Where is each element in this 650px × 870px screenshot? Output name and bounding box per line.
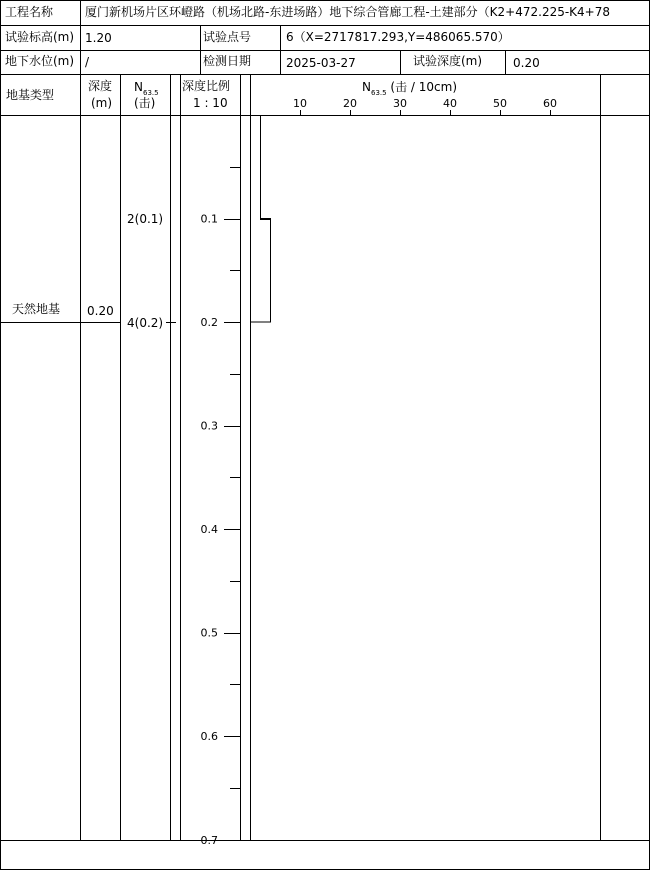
x-tick-label: 50	[493, 97, 507, 110]
elevation-label: 试验标高(m)	[5, 30, 75, 44]
blows-header-n: N	[134, 80, 143, 94]
water-label: 地下水位(m)	[5, 54, 75, 68]
scale-header: 深度比例	[182, 79, 231, 93]
depth-label: 0.1	[200, 212, 218, 226]
x-tick-label: 10	[293, 97, 307, 110]
scale-value: 1 : 10	[193, 96, 228, 110]
depth-label: 0.4	[200, 523, 218, 536]
chart-header-sub: 63.5	[370, 89, 387, 97]
soil-type-value: 天然地基	[12, 302, 61, 316]
elevation-value: 1.20	[85, 31, 112, 45]
layer-bottom-depth: 0.20	[87, 304, 114, 318]
test-depth-value: 0.20	[513, 56, 540, 70]
point-value: 6（X=2717817.293,Y=486065.570）	[286, 30, 510, 44]
depth-unit-header: (m)	[91, 96, 113, 110]
project-label: 工程名称	[5, 5, 54, 19]
date-label: 检测日期	[203, 54, 252, 68]
depth-label: 0.6	[200, 730, 218, 743]
blow-count-step-line	[251, 115, 271, 322]
water-value: /	[85, 55, 90, 69]
project-value: 厦门新机场片区环嶝路（机场北路-东进场路）地下综合管廊工程-土建部分（K2+472.225-K4+78	[85, 5, 611, 19]
blows-header-sub: 63.5	[142, 89, 159, 97]
date-value: 2025-03-27	[286, 56, 356, 70]
point-label: 试验点号	[203, 30, 252, 44]
soil-type-header: 地基类型	[6, 88, 55, 102]
blows-unit-header: (击)	[134, 96, 156, 110]
depth-header: 深度	[88, 79, 113, 93]
depth-label: 0.2	[200, 316, 218, 329]
test-depth-label: 试验深度(m)	[413, 54, 483, 68]
chart-header-n: N	[362, 80, 371, 94]
depth-label: 0.3	[200, 419, 218, 433]
depth-label: 0.5	[200, 626, 218, 640]
blow-label: 4(0.2)	[127, 316, 164, 330]
x-tick-label: 40	[443, 97, 457, 110]
x-tick-label: 60	[543, 97, 557, 110]
depth-label: 0.7	[200, 834, 218, 847]
x-tick-label: 30	[393, 97, 407, 110]
blow-label: 2(0.1)	[127, 212, 164, 226]
x-tick-label: 20	[343, 97, 357, 110]
chart-header-unit: (击 / 10cm)	[390, 80, 457, 94]
